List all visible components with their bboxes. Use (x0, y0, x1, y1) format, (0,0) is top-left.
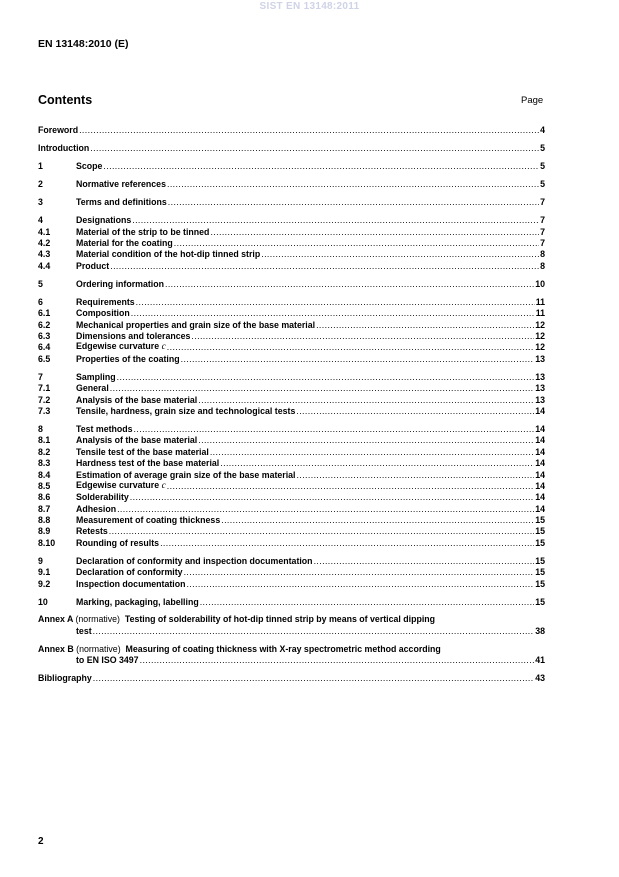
toc-entry-title: Declaration of conformity (76, 567, 183, 578)
toc-entry-number: 8.5 (38, 480, 51, 491)
toc-entry-page: 11 (535, 296, 545, 307)
toc-entry[interactable] (38, 296, 545, 307)
dot-leader (181, 354, 535, 365)
toc-entry-number: 4.1 (38, 226, 51, 237)
toc-entry[interactable] (38, 260, 545, 271)
toc-entry-page: 14 (535, 469, 545, 480)
toc-entry-number: 4.2 (38, 238, 51, 249)
toc-entry[interactable] (38, 435, 545, 446)
toc-entry[interactable] (38, 342, 545, 353)
bibliography-page: 43 (535, 673, 545, 684)
toc-entry-number: 8.10 (38, 537, 56, 548)
toc-entry-page: 5 (540, 161, 545, 172)
toc-entry-title: Retests (76, 526, 108, 537)
table-of-contents (38, 125, 545, 684)
toc-entry-title: General (76, 383, 109, 394)
toc-entry-page: 14 (535, 405, 545, 416)
toc-entry-page: 4 (540, 125, 545, 136)
toc-entry-page: 13 (535, 353, 545, 364)
dot-leader (90, 143, 539, 154)
toc-entry-title: Sampling (76, 371, 116, 382)
toc-entry[interactable] (38, 143, 545, 154)
toc-entry-title: Material for the coating (76, 238, 173, 249)
annex-title-line1: Testing of solderability of hot-dip tinned strip by means of vertical dipping (124, 614, 436, 625)
toc-entry-number: 4.3 (38, 249, 51, 260)
toc-entry-number: 8 (38, 423, 43, 434)
annex-label: Annex A (38, 614, 74, 625)
dot-leader (220, 458, 534, 469)
toc-entry[interactable] (38, 226, 545, 237)
toc-entry-number: 3 (38, 197, 43, 208)
toc-entry-number: 8.9 (38, 526, 51, 537)
toc-entry-page: 15 (535, 537, 545, 548)
toc-entry-title: Dimensions and tolerances (76, 331, 191, 342)
bibliography-title: Bibliography (38, 673, 92, 684)
toc-entry[interactable] (38, 481, 545, 492)
dot-leader (168, 197, 539, 208)
dot-leader (132, 215, 539, 226)
toc-entry-page: 5 (540, 143, 545, 154)
toc-entry-number: 6.2 (38, 319, 51, 330)
toc-entry-page: 14 (535, 503, 545, 514)
toc-entry-number: 4.4 (38, 260, 51, 271)
toc-entry-page: 14 (535, 492, 545, 503)
toc-entry-title: Tensile test of the base material (76, 446, 209, 457)
dot-leader (314, 556, 535, 567)
toc-entry[interactable] (38, 394, 545, 405)
toc-entry-number: 9.2 (38, 578, 51, 589)
toc-entry-number: 6.5 (38, 353, 51, 364)
toc-entry-number: 7.2 (38, 394, 51, 405)
toc-entry-title: Foreword (38, 125, 79, 136)
toc-entry-page: 15 (535, 567, 545, 578)
toc-entry[interactable] (38, 125, 545, 136)
dot-leader (191, 331, 534, 342)
toc-entry-title: Terms and definitions (76, 197, 167, 208)
toc-entry-number: 1 (38, 161, 43, 172)
toc-entry-title: Test methods (76, 423, 133, 434)
toc-entry[interactable] (38, 308, 545, 319)
toc-entry-number: 6.1 (38, 308, 51, 319)
dot-leader (210, 447, 534, 458)
toc-annex-entry[interactable] (38, 644, 545, 667)
toc-entry-page: 12 (535, 319, 545, 330)
toc-entry-title: Adhesion (76, 503, 117, 514)
toc-entry-number: 7.1 (38, 383, 51, 394)
toc-entry[interactable] (38, 238, 545, 249)
toc-entry-page: 14 (535, 480, 545, 491)
toc-entry-number: 8.2 (38, 446, 51, 457)
toc-entry-number: 8.6 (38, 492, 51, 503)
toc-entry-title: Scope (76, 161, 103, 172)
dot-leader (198, 395, 534, 406)
dot-leader (160, 538, 534, 549)
toc-entry-title: Hardness test of the base material (76, 458, 220, 469)
toc-entry-title: Analysis of the base material (76, 435, 198, 446)
toc-entry-title: Introduction (38, 143, 90, 154)
toc-entry-title: Estimation of average grain size of the base material (76, 469, 296, 480)
toc-entry-page: 15 (535, 515, 545, 526)
page-column-label: Page (521, 95, 544, 106)
toc-entry-title: Measurement of coating thickness (76, 515, 221, 526)
watermark: SIST EN 13148:2011 (259, 1, 360, 12)
toc-entry[interactable] (38, 179, 545, 190)
toc-entry-title: Edgewise curvature c (76, 479, 166, 491)
toc-entry[interactable] (38, 424, 545, 435)
dot-leader (93, 673, 534, 684)
toc-entry-page: 13 (535, 394, 545, 405)
toc-entry-number: 8.3 (38, 458, 51, 469)
toc-entry-title: Material of the strip to be tinned (76, 226, 210, 237)
toc-entry-page: 12 (535, 331, 545, 342)
toc-entry[interactable] (38, 446, 545, 457)
toc-entry-number: 8.7 (38, 503, 51, 514)
toc-entry[interactable] (38, 555, 545, 566)
dot-leader (200, 597, 535, 608)
toc-entry-page: 8 (540, 260, 545, 271)
dot-leader (140, 655, 535, 666)
toc-entry-page: 7 (540, 197, 545, 208)
toc-entry-page: 11 (535, 308, 545, 319)
toc-entry[interactable] (38, 371, 545, 382)
dot-leader (117, 372, 535, 383)
toc-entry[interactable] (38, 503, 545, 514)
dot-leader (184, 567, 535, 578)
dot-leader (109, 526, 534, 537)
toc-entry-number: 8.8 (38, 515, 51, 526)
toc-entry-title: Mechanical properties and grain size of the base material (76, 319, 316, 330)
dot-leader (131, 308, 535, 319)
toc-entry[interactable] (38, 515, 545, 526)
dot-leader (134, 424, 535, 435)
toc-entry[interactable] (38, 567, 545, 578)
toc-entry-number: 5 (38, 278, 43, 289)
toc-entry-number: 8.4 (38, 469, 51, 480)
toc-entry-page: 8 (540, 249, 545, 260)
toc-entry-number: 2 (38, 179, 43, 190)
dot-leader (198, 435, 534, 446)
toc-entry-title: Normative references (76, 179, 166, 190)
annex-type: (normative) (75, 614, 120, 625)
dot-leader (110, 261, 539, 272)
toc-entry[interactable] (38, 469, 545, 480)
toc-entry-page: 15 (535, 578, 545, 589)
annex-page: 41 (535, 655, 545, 666)
page-number: 2 (38, 836, 44, 847)
toc-entry[interactable] (38, 596, 545, 607)
contents-heading: Contents (38, 93, 93, 107)
toc-entry-title: Tensile, hardness, grain size and technological tests (76, 405, 296, 416)
toc-entry-number: 10 (38, 596, 48, 607)
annex-label: Annex B (38, 643, 74, 654)
dot-leader (103, 161, 539, 172)
toc-entry-title: Edgewise curvature c (76, 341, 166, 353)
toc-entry-title: Composition (76, 308, 130, 319)
toc-entry-number: 7 (38, 371, 43, 382)
toc-entry-symbol: c (161, 480, 166, 491)
annex-page: 38 (535, 625, 545, 636)
toc-entry-title: Designations (76, 215, 132, 226)
dot-leader (167, 179, 539, 190)
toc-entry-page: 13 (535, 371, 545, 382)
dot-leader (93, 626, 535, 637)
toc-entry[interactable] (38, 578, 545, 589)
toc-bibliography-entry[interactable] (38, 673, 545, 684)
dot-leader (210, 227, 539, 238)
toc-entry-number: 7.3 (38, 405, 51, 416)
toc-entry-title: Requirements (76, 296, 135, 307)
dot-leader (174, 238, 539, 249)
toc-entry-page: 7 (540, 226, 545, 237)
dot-leader (297, 470, 535, 481)
toc-entry-number: 4 (38, 215, 43, 226)
toc-annex-entry[interactable] (38, 614, 545, 637)
toc-entry-number: 9 (38, 555, 43, 566)
toc-entry[interactable] (38, 383, 545, 394)
dot-leader (221, 515, 534, 526)
dot-leader (117, 504, 534, 515)
toc-entry[interactable] (38, 215, 545, 226)
toc-entry-title: Inspection documentation (76, 578, 186, 589)
toc-entry-page: 15 (535, 596, 545, 607)
toc-entry-page: 14 (535, 458, 545, 469)
toc-entry-number: 6.3 (38, 331, 51, 342)
toc-entry[interactable] (38, 331, 545, 342)
toc-entry[interactable] (38, 278, 545, 289)
toc-entry-title: Material condition of the hot-dip tinned strip (76, 249, 261, 260)
toc-entry-page: 10 (535, 278, 545, 289)
dot-leader (167, 481, 534, 492)
annex-title-line2: to EN ISO 3497 (76, 655, 139, 666)
annex-type: (normative) (76, 643, 121, 654)
dot-leader (136, 297, 535, 308)
toc-entry-title: Product (76, 260, 110, 271)
dot-leader (79, 125, 539, 136)
dot-leader (261, 249, 539, 260)
toc-entry-symbol: c (161, 342, 166, 353)
toc-entry-page: 14 (535, 435, 545, 446)
toc-entry[interactable] (38, 458, 545, 469)
dot-leader (316, 320, 534, 331)
dot-leader (165, 279, 534, 290)
dot-leader (130, 492, 534, 503)
toc-entry-title: Analysis of the base material (76, 394, 198, 405)
dot-leader (110, 383, 534, 394)
toc-entry-title: Rounding of results (76, 537, 160, 548)
toc-entry-number: 6.4 (38, 342, 51, 353)
toc-entry-page: 15 (535, 526, 545, 537)
toc-entry[interactable] (38, 161, 545, 172)
toc-entry-number: 8.1 (38, 435, 51, 446)
dot-leader (296, 406, 534, 417)
toc-entry-page: 15 (535, 555, 545, 566)
toc-entry-number: 6 (38, 296, 43, 307)
toc-entry-title: Declaration of conformity and inspection documentation (76, 555, 313, 566)
toc-entry-number: 9.1 (38, 567, 51, 578)
toc-entry-page: 14 (535, 423, 545, 434)
toc-entry[interactable] (38, 526, 545, 537)
dot-leader (186, 579, 534, 590)
toc-entry[interactable] (38, 319, 545, 330)
toc-entry[interactable] (38, 492, 545, 503)
toc-entry-title: Solderability (76, 492, 129, 503)
toc-entry-page: 14 (535, 446, 545, 457)
toc-entry[interactable] (38, 249, 545, 260)
toc-entry[interactable] (38, 353, 545, 364)
toc-entry[interactable] (38, 197, 545, 208)
toc-entry-page: 5 (540, 179, 545, 190)
annex-title-line2: test (76, 625, 92, 636)
toc-entry[interactable] (38, 537, 545, 548)
annex-title-line1: Measuring of coating thickness with X-ray spectrometric method according (125, 643, 441, 654)
toc-entry-page: 13 (535, 383, 545, 394)
toc-entry[interactable] (38, 406, 545, 417)
toc-entry-page: 12 (535, 342, 545, 353)
toc-entry-title: Ordering information (76, 278, 164, 289)
document-code: EN 13148:2010 (E) (38, 38, 129, 50)
toc-entry-title: Marking, packaging, labelling (76, 596, 199, 607)
toc-entry-page: 7 (540, 215, 545, 226)
dot-leader (167, 342, 534, 353)
toc-entry-page: 7 (540, 238, 545, 249)
toc-entry-title: Properties of the coating (76, 353, 180, 364)
